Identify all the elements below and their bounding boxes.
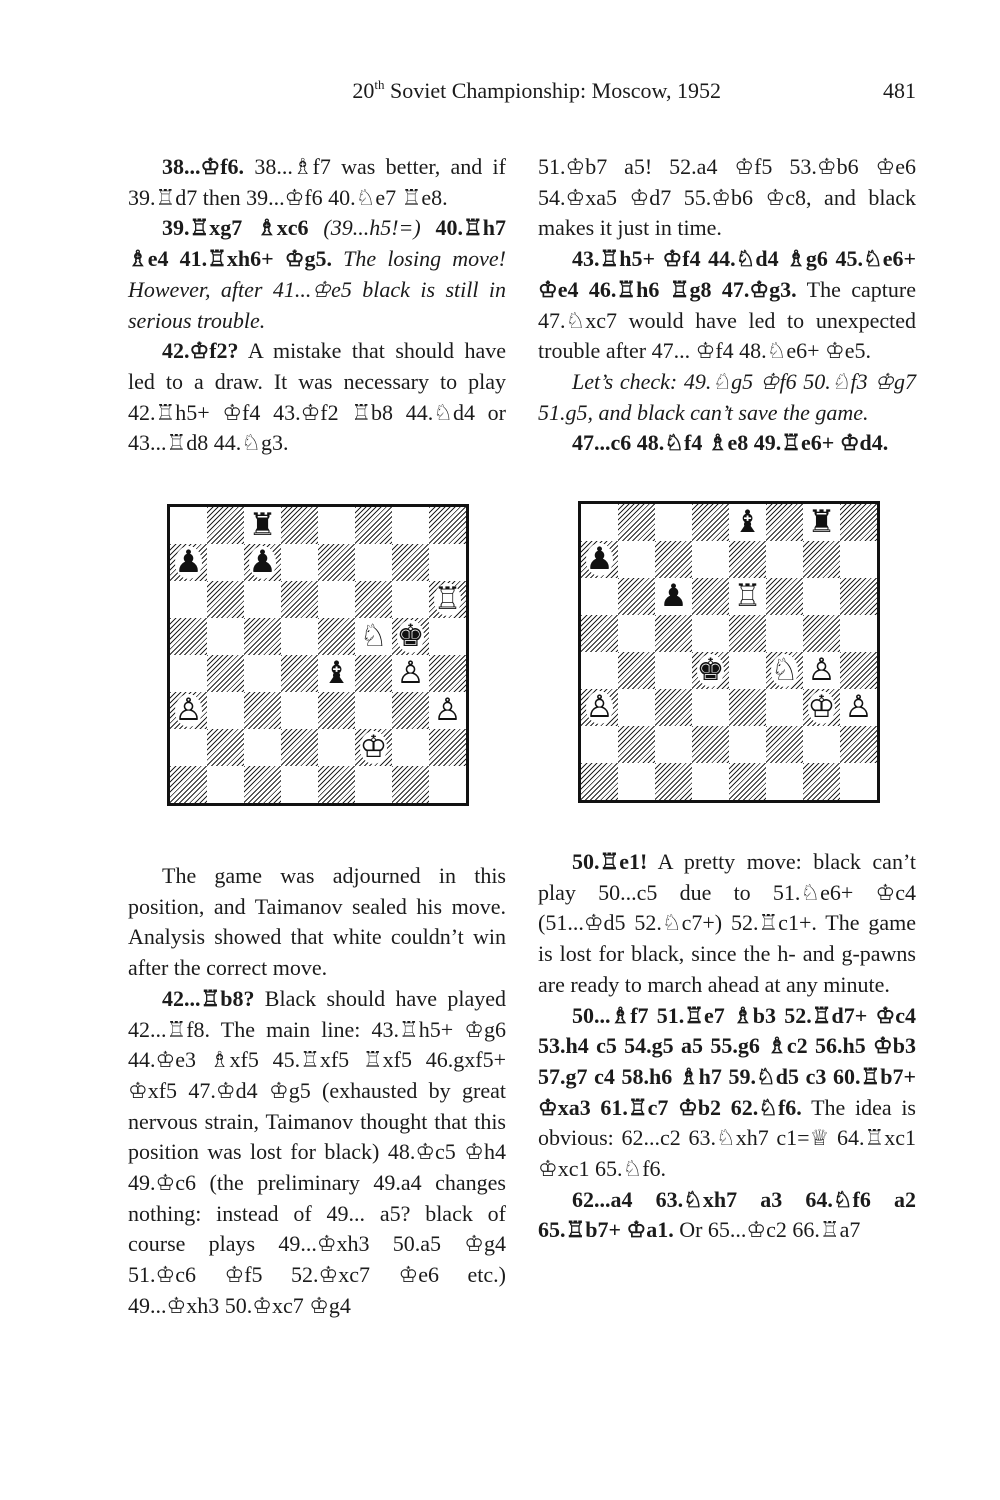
board-square	[618, 689, 655, 726]
commentary-text: A mistake that should have led to a draw. It was necessary to play 42.♖h5+ ♔f4 43.♔f2 ♖b8 44.♘d4 or 43...♖d8 44.♘g3.	[128, 338, 506, 456]
board-square	[803, 763, 840, 800]
board-square	[170, 618, 207, 655]
commentary-text: (39...h5!=)	[308, 215, 436, 241]
left-column	[128, 152, 506, 1322]
board-square	[655, 689, 692, 726]
board-square	[429, 544, 466, 581]
board-square	[729, 541, 766, 578]
board-square	[618, 541, 655, 578]
white-pawn-icon: ♙	[396, 655, 425, 692]
running-header	[128, 74, 916, 108]
white-knight-icon: ♘	[359, 618, 388, 655]
board-square	[318, 766, 355, 803]
board-square	[392, 581, 429, 618]
paragraph	[538, 1001, 916, 1185]
board-square	[840, 541, 877, 578]
white-king-icon: ♔	[807, 689, 836, 726]
move-text: 47...c6 48.♘f4 ♗e8 49.♖e6+ ♔d4.	[572, 430, 889, 456]
white-pawn-icon: ♙	[844, 689, 873, 726]
board-square	[618, 578, 655, 615]
board-square	[318, 692, 355, 729]
move-text: 42...♖b8?	[162, 985, 255, 1011]
black-bishop-icon: ♝	[322, 655, 351, 692]
board-square	[803, 726, 840, 763]
commentary-text: A pretty move: black can’t play 50...c5 due to 51.♘e6+ ♔c4 (51...♔d5 52.♘c7+) 52.♖c1+. The game is lost for black, since the h- and g-pawns are ready to march ahead at any minute.	[538, 849, 916, 997]
board-square	[618, 652, 655, 689]
commentary-text: Black should have played 42...♖f8. The main line: 43.♖h5+ ♔g6 44.♔e3 ♗xf5 45.♖xf5 ♖xf5 46.gxf5+ ♔xf5 47.♔d4 ♔g5 (exhausted by great nervous strain, Taimanov thought that this position was lost for black) 48.♔c5 ♔h4 49.♔c6 (the preliminary 49.a4 changes nothing: instead of 49... a5? black of course plays 49...♔xh3 50.a5 ♔g4 51.♔c6 ♔f5 52.♔xc7 ♔e6 etc.) 49...♔xh3 50.♔xc7 ♔g4	[128, 985, 506, 1318]
board-square	[692, 578, 729, 615]
board-square	[429, 729, 466, 766]
board-square	[355, 507, 392, 544]
board-square	[618, 726, 655, 763]
board-square	[840, 504, 877, 541]
move-text: 40.♖h7 ♗e4 41.♖xh6+ ♔g5.	[128, 215, 506, 272]
board-square	[244, 581, 281, 618]
board-square	[581, 763, 618, 800]
board-square	[692, 763, 729, 800]
board-square	[281, 544, 318, 581]
board-square	[281, 581, 318, 618]
black-bishop-icon: ♝	[733, 504, 762, 541]
board-square	[355, 544, 392, 581]
board-square	[281, 729, 318, 766]
board-square	[207, 692, 244, 729]
board-square	[170, 729, 207, 766]
board-square	[281, 618, 318, 655]
commentary-text: 51.♔b7 a5! 52.a4 ♔f5 53.♔b6 ♔e6 54.♔xa5 ♔d7 55.♔b6 ♔c8, and black makes it just in time.	[538, 154, 916, 241]
commentary-text: The idea is obvious: 62...c2 63.♘xh7 c1=♕ 64.♖xc1 ♔xc1 65.♘f6.	[538, 1094, 916, 1182]
paragraph	[538, 847, 916, 1001]
board-square	[729, 615, 766, 652]
board-square	[766, 763, 803, 800]
board-square	[692, 541, 729, 578]
move-text: 38...♔f6.	[162, 154, 245, 179]
white-pawn-icon: ♙	[433, 692, 462, 729]
board-square	[429, 766, 466, 803]
move-text: 39.♖xg7 ♗xc6	[162, 215, 309, 241]
commentary-text: The game was adjourned in this position, and Taimanov sealed his move. Analysis showed that white couldn’t win after the correct move.	[128, 863, 506, 981]
paragraph	[538, 244, 916, 367]
move-text: 50.♖e1!	[572, 849, 648, 875]
move-text: 43.♖h5+ ♔f4 44.♘d4 ♗g6 45.♘e6+ ♔e4 46.♖h6 ♖g8 47.♔g3.	[538, 246, 916, 302]
paragraph	[128, 336, 506, 459]
black-rook-icon: ♜	[248, 507, 277, 544]
board-square	[803, 615, 840, 652]
board-square	[207, 507, 244, 544]
board-square	[729, 689, 766, 726]
board-square	[318, 581, 355, 618]
commentary-text: The capture 47.♘xc7 would have led to unexpected trouble after 47... ♔f4 48.♘e6+ ♔e5.	[538, 276, 917, 364]
board-square	[581, 652, 618, 689]
board-square	[170, 507, 207, 544]
white-rook-icon: ♖	[433, 581, 462, 618]
paragraph	[538, 152, 916, 244]
board-square	[281, 655, 318, 692]
chess-diagram-2	[578, 501, 880, 803]
board-square	[655, 763, 692, 800]
board-square	[766, 541, 803, 578]
board-square	[207, 544, 244, 581]
board-square	[729, 652, 766, 689]
paragraph	[538, 428, 916, 459]
board-square	[355, 581, 392, 618]
commentary-text: Or 65...♔c2 66.♖a7	[673, 1217, 861, 1243]
white-pawn-icon: ♙	[585, 689, 614, 726]
board-square	[244, 766, 281, 803]
board-square	[618, 615, 655, 652]
chess-diagram-1	[167, 504, 469, 806]
board-square	[840, 763, 877, 800]
page-number: 481	[883, 78, 916, 103]
board-square	[766, 504, 803, 541]
board-square	[429, 655, 466, 692]
paragraph	[538, 367, 916, 428]
move-text: 42.♔f2?	[162, 338, 239, 364]
white-pawn-icon: ♙	[807, 652, 836, 689]
board-square	[318, 729, 355, 766]
board-square	[803, 578, 840, 615]
chess-diagram-1-area	[128, 459, 506, 861]
board-square	[840, 652, 877, 689]
board-square	[429, 507, 466, 544]
white-knight-icon: ♘	[770, 652, 799, 689]
board-square	[766, 615, 803, 652]
board-square	[244, 655, 281, 692]
paragraph	[128, 213, 506, 336]
board-square	[170, 766, 207, 803]
black-king-icon: ♚	[396, 618, 425, 655]
white-rook-icon: ♖	[733, 578, 762, 615]
board-square	[392, 766, 429, 803]
board-square	[392, 507, 429, 544]
black-pawn-icon: ♟	[174, 544, 203, 581]
paragraph	[128, 984, 506, 1322]
board-square	[318, 507, 355, 544]
black-king-icon: ♚	[696, 652, 725, 689]
board-square	[581, 726, 618, 763]
board-square	[207, 729, 244, 766]
board-square	[840, 615, 877, 652]
board-square	[392, 544, 429, 581]
commentary-text: Let’s check: 49.♘g5 ♔f6 50.♘f3 ♔g7 51.g5, and black can’t save the game.	[538, 368, 916, 425]
board-square	[170, 581, 207, 618]
board-square	[244, 618, 281, 655]
move-text: 50...♗f7 51.♖e7 ♗b3 52.♖d7+ ♔c4 53.h4 c5 54.g5 a5 55.g6 ♗c2 56.h5 ♔b3 57.g7 c4 58.h6 ♗h7 59.♘d5 c3 60.♖b7+ ♔xa3 61.♖c7 ♔b2 62.♘f6.	[538, 1002, 916, 1120]
board-square	[429, 618, 466, 655]
board-square	[766, 578, 803, 615]
board-square	[281, 692, 318, 729]
board-square	[655, 652, 692, 689]
board-square	[207, 618, 244, 655]
commentary-text: The losing move! However, after 41...♔e5 black is still in serious trouble.	[128, 246, 506, 333]
board-square	[581, 615, 618, 652]
board-square	[692, 726, 729, 763]
board-square	[655, 726, 692, 763]
board-square	[692, 689, 729, 726]
move-text: 62...a4 63.♘xh7 a3 64.♘f6 a2 65.♖b7+ ♔a1.	[538, 1186, 916, 1243]
paragraph	[538, 1185, 916, 1246]
paragraph	[128, 861, 506, 984]
black-pawn-icon: ♟	[248, 544, 277, 581]
white-king-icon: ♔	[359, 729, 388, 766]
black-pawn-icon: ♟	[585, 541, 614, 578]
board-square	[692, 615, 729, 652]
board-square	[766, 689, 803, 726]
board-square	[207, 766, 244, 803]
board-square	[655, 541, 692, 578]
board-square	[281, 766, 318, 803]
board-square	[170, 655, 207, 692]
commentary-text: 38...♗f7 was better, and if 39.♖d7 then 39...♔f6 40.♘e7 ♖e8.	[128, 154, 506, 210]
board-square	[207, 581, 244, 618]
right-column	[538, 152, 916, 1246]
board-square	[618, 763, 655, 800]
board-square	[318, 544, 355, 581]
board-square	[355, 766, 392, 803]
board-square	[729, 726, 766, 763]
board-square	[803, 541, 840, 578]
black-pawn-icon: ♟	[659, 578, 688, 615]
board-square	[581, 504, 618, 541]
running-title: 20th Soviet Championship: Moscow, 1952	[352, 76, 721, 103]
board-square	[244, 692, 281, 729]
board-square	[355, 655, 392, 692]
black-rook-icon: ♜	[807, 504, 836, 541]
board-square	[655, 615, 692, 652]
board-square	[729, 763, 766, 800]
board-square	[766, 726, 803, 763]
board-square	[281, 507, 318, 544]
board-square	[392, 729, 429, 766]
board-square	[392, 692, 429, 729]
board-square	[244, 729, 281, 766]
board-square	[840, 578, 877, 615]
board-square	[207, 655, 244, 692]
board-square	[581, 578, 618, 615]
board-square	[318, 618, 355, 655]
board-square	[355, 692, 392, 729]
chess-diagram-2-area	[538, 459, 916, 847]
paragraph	[128, 152, 506, 213]
board-square	[618, 504, 655, 541]
white-pawn-icon: ♙	[174, 692, 203, 729]
board-square	[655, 504, 692, 541]
board-square	[692, 504, 729, 541]
board-square	[840, 726, 877, 763]
